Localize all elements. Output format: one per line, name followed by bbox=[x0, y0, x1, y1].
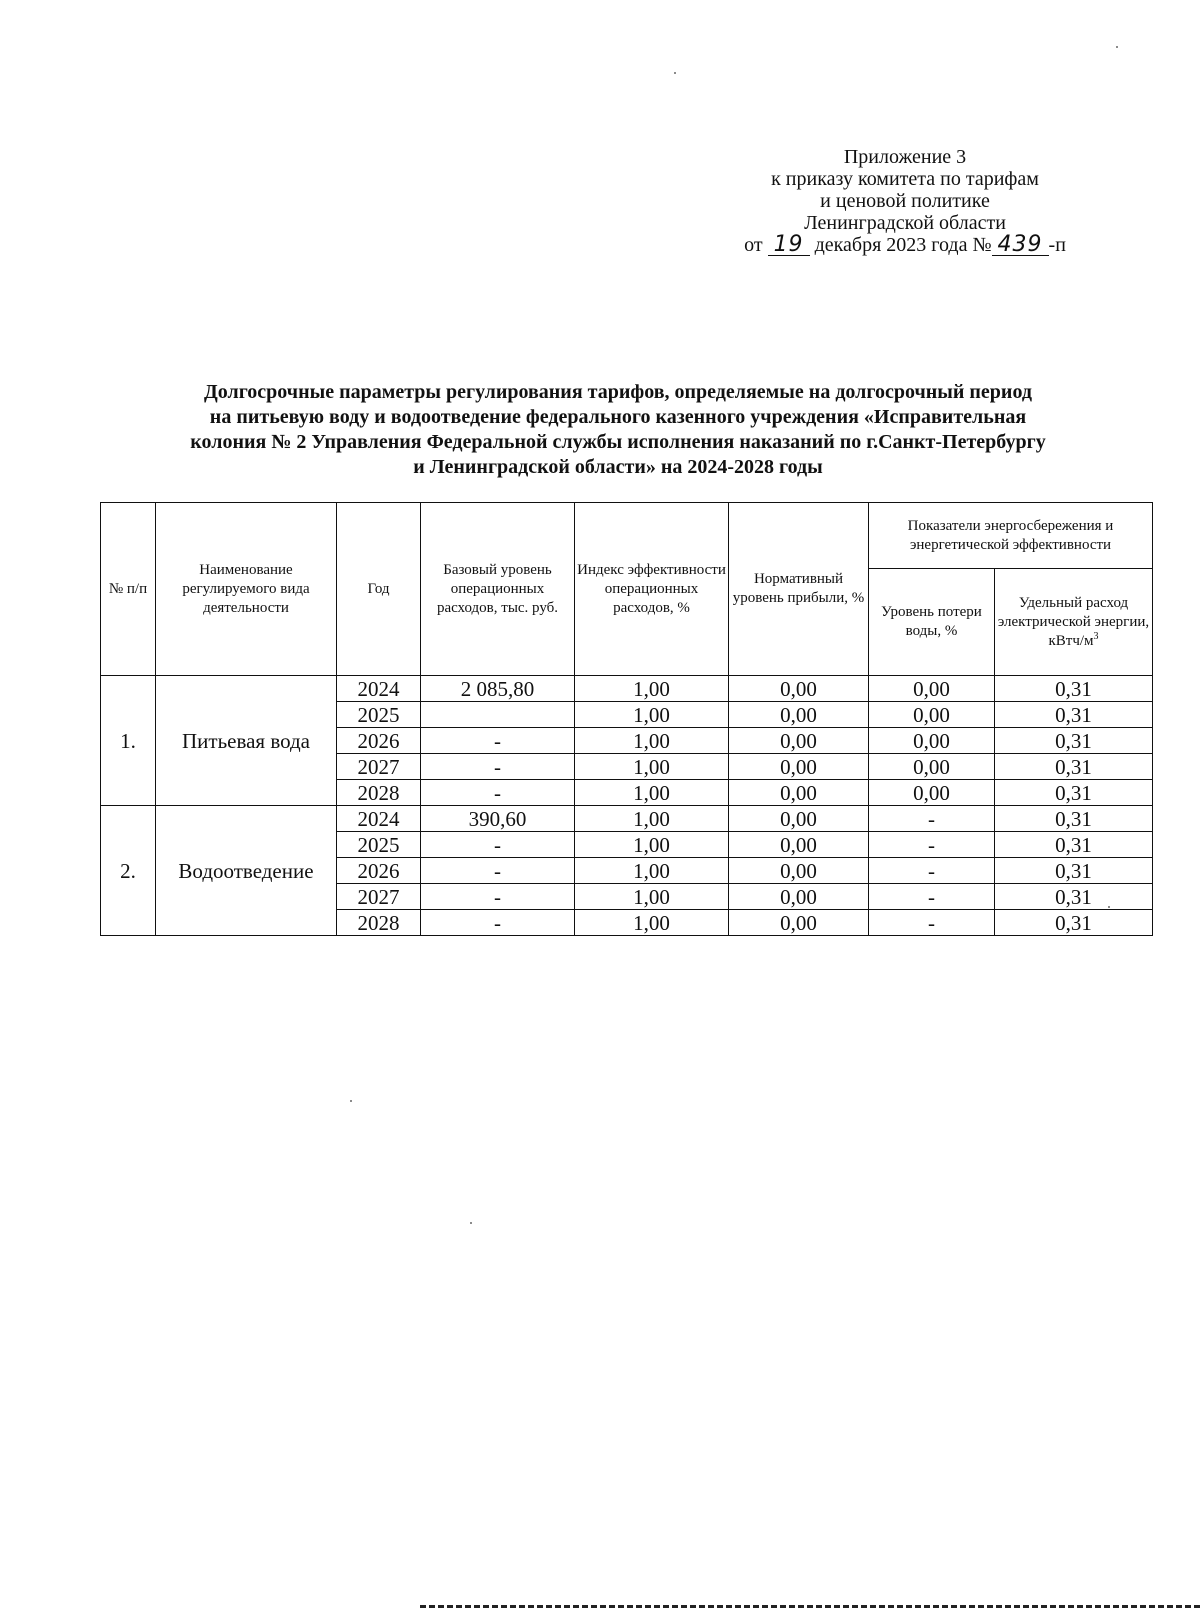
annex-date-line bbox=[700, 234, 1110, 256]
cell-profit-level: 0,00 bbox=[729, 910, 869, 936]
cell-efficiency-index: 1,00 bbox=[575, 832, 729, 858]
annex-header bbox=[700, 146, 1110, 256]
header-profit-level: Нормативный уровень прибыли, % bbox=[729, 503, 869, 676]
cell-base-costs: - bbox=[421, 728, 575, 754]
header-efficiency-index: Индекс эффективности операционных расходов, % bbox=[575, 503, 729, 676]
cell-electricity-consumption: 0,31 bbox=[995, 910, 1153, 936]
cell-base-costs: - bbox=[421, 780, 575, 806]
title-line-2: на питьевую воду и водоотведение федерального казенного учреждения «Исправительная bbox=[209, 406, 1027, 428]
cell-base-costs bbox=[421, 702, 575, 728]
cell-base-costs: - bbox=[421, 884, 575, 910]
header-name: Наименование регулируемого вида деятельности bbox=[156, 503, 337, 676]
header-electricity-consumption bbox=[995, 569, 1153, 676]
annex-line-3: и ценовой политике bbox=[820, 190, 990, 212]
cell-efficiency-index: 1,00 bbox=[575, 676, 729, 702]
scan-speck bbox=[674, 72, 676, 74]
annex-line-2: к приказу комитета по тарифам bbox=[771, 168, 1039, 190]
cell-profit-level: 0,00 bbox=[729, 728, 869, 754]
cell-efficiency-index: 1,00 bbox=[575, 910, 729, 936]
header-energy-group: Показатели энергосбережения и энергетической эффективности bbox=[869, 503, 1153, 569]
cell-water-loss: 0,00 bbox=[869, 780, 995, 806]
cell-efficiency-index: 1,00 bbox=[575, 806, 729, 832]
cell-water-loss: - bbox=[869, 858, 995, 884]
handwritten-order-number: 439 bbox=[992, 235, 1049, 256]
table-row bbox=[101, 806, 1153, 832]
cell-water-loss: 0,00 bbox=[869, 754, 995, 780]
cell-base-costs: - bbox=[421, 910, 575, 936]
date-prefix: от bbox=[744, 234, 763, 256]
scan-speck bbox=[1108, 906, 1110, 908]
cell-profit-level: 0,00 bbox=[729, 780, 869, 806]
cell-water-loss: 0,00 bbox=[869, 676, 995, 702]
document-title bbox=[98, 380, 1138, 480]
cell-profit-level: 0,00 bbox=[729, 702, 869, 728]
cell-profit-level: 0,00 bbox=[729, 832, 869, 858]
cell-profit-level: 0,00 bbox=[729, 806, 869, 832]
title-line-1: Долгосрочные параметры регулирования тарифов, определяемые на долгосрочный период bbox=[204, 381, 1032, 403]
cell-year: 2027 bbox=[337, 884, 421, 910]
cell-electricity-consumption: 0,31 bbox=[995, 676, 1153, 702]
header-water-loss: Уровень потери воды, % bbox=[869, 569, 995, 676]
scan-speck bbox=[1116, 46, 1118, 48]
cell-efficiency-index: 1,00 bbox=[575, 780, 729, 806]
cell-year: 2026 bbox=[337, 858, 421, 884]
cell-profit-level: 0,00 bbox=[729, 676, 869, 702]
cell-year: 2026 bbox=[337, 728, 421, 754]
cell-activity-name: Водоотведение bbox=[156, 806, 337, 936]
scan-speck bbox=[350, 1100, 352, 1102]
cell-base-costs: - bbox=[421, 832, 575, 858]
annex-line-4: Ленинградской области bbox=[804, 212, 1006, 234]
header-year: Год bbox=[337, 503, 421, 676]
cell-efficiency-index: 1,00 bbox=[575, 754, 729, 780]
cell-efficiency-index: 1,00 bbox=[575, 884, 729, 910]
cell-year: 2028 bbox=[337, 910, 421, 936]
cell-water-loss: - bbox=[869, 910, 995, 936]
scan-edge-line bbox=[420, 1605, 1200, 1608]
cell-profit-level: 0,00 bbox=[729, 884, 869, 910]
cell-efficiency-index: 1,00 bbox=[575, 702, 729, 728]
cell-water-loss: - bbox=[869, 884, 995, 910]
cell-electricity-consumption: 0,31 bbox=[995, 832, 1153, 858]
cell-base-costs: - bbox=[421, 754, 575, 780]
parameters-table bbox=[100, 502, 1153, 936]
cell-base-costs: 2 085,80 bbox=[421, 676, 575, 702]
cell-electricity-consumption: 0,31 bbox=[995, 858, 1153, 884]
cell-electricity-consumption: 0,31 bbox=[995, 702, 1153, 728]
header-num: № п/п bbox=[101, 503, 156, 676]
title-line-4: и Ленинградской области» на 2024-2028 годы bbox=[413, 456, 823, 478]
cell-water-loss: - bbox=[869, 806, 995, 832]
cell-year: 2025 bbox=[337, 702, 421, 728]
annex-line-1: Приложение 3 bbox=[843, 146, 967, 168]
cell-year: 2027 bbox=[337, 754, 421, 780]
table-row bbox=[101, 676, 1153, 702]
cell-num: 1. bbox=[101, 676, 156, 806]
order-suffix: -п bbox=[1048, 234, 1066, 256]
header-electricity-superscript: 3 bbox=[1093, 630, 1099, 642]
scan-speck bbox=[470, 1222, 472, 1224]
date-middle: декабря 2023 года № bbox=[814, 234, 992, 256]
header-base-costs: Базовый уровень операционных расходов, тыс. руб. bbox=[421, 503, 575, 676]
cell-water-loss: - bbox=[869, 832, 995, 858]
cell-water-loss: 0,00 bbox=[869, 702, 995, 728]
cell-electricity-consumption: 0,31 bbox=[995, 780, 1153, 806]
cell-year: 2028 bbox=[337, 780, 421, 806]
cell-year: 2025 bbox=[337, 832, 421, 858]
cell-electricity-consumption: 0,31 bbox=[995, 806, 1153, 832]
cell-num: 2. bbox=[101, 806, 156, 936]
title-line-3: колония № 2 Управления Федеральной службы исполнения наказаний по г.Санкт-Петербургу bbox=[190, 431, 1046, 453]
cell-activity-name: Питьевая вода bbox=[156, 676, 337, 806]
header-electricity-text: Удельный расход электрической энергии, кВтч/м bbox=[997, 594, 1150, 649]
cell-profit-level: 0,00 bbox=[729, 754, 869, 780]
cell-year: 2024 bbox=[337, 806, 421, 832]
cell-base-costs: - bbox=[421, 858, 575, 884]
cell-electricity-consumption: 0,31 bbox=[995, 884, 1153, 910]
cell-base-costs: 390,60 bbox=[421, 806, 575, 832]
cell-electricity-consumption: 0,31 bbox=[995, 728, 1153, 754]
cell-profit-level: 0,00 bbox=[729, 858, 869, 884]
cell-electricity-consumption: 0,31 bbox=[995, 754, 1153, 780]
cell-efficiency-index: 1,00 bbox=[575, 728, 729, 754]
cell-year: 2024 bbox=[337, 676, 421, 702]
cell-water-loss: 0,00 bbox=[869, 728, 995, 754]
table-body bbox=[101, 676, 1153, 936]
handwritten-day: 19 bbox=[768, 235, 810, 256]
cell-efficiency-index: 1,00 bbox=[575, 858, 729, 884]
